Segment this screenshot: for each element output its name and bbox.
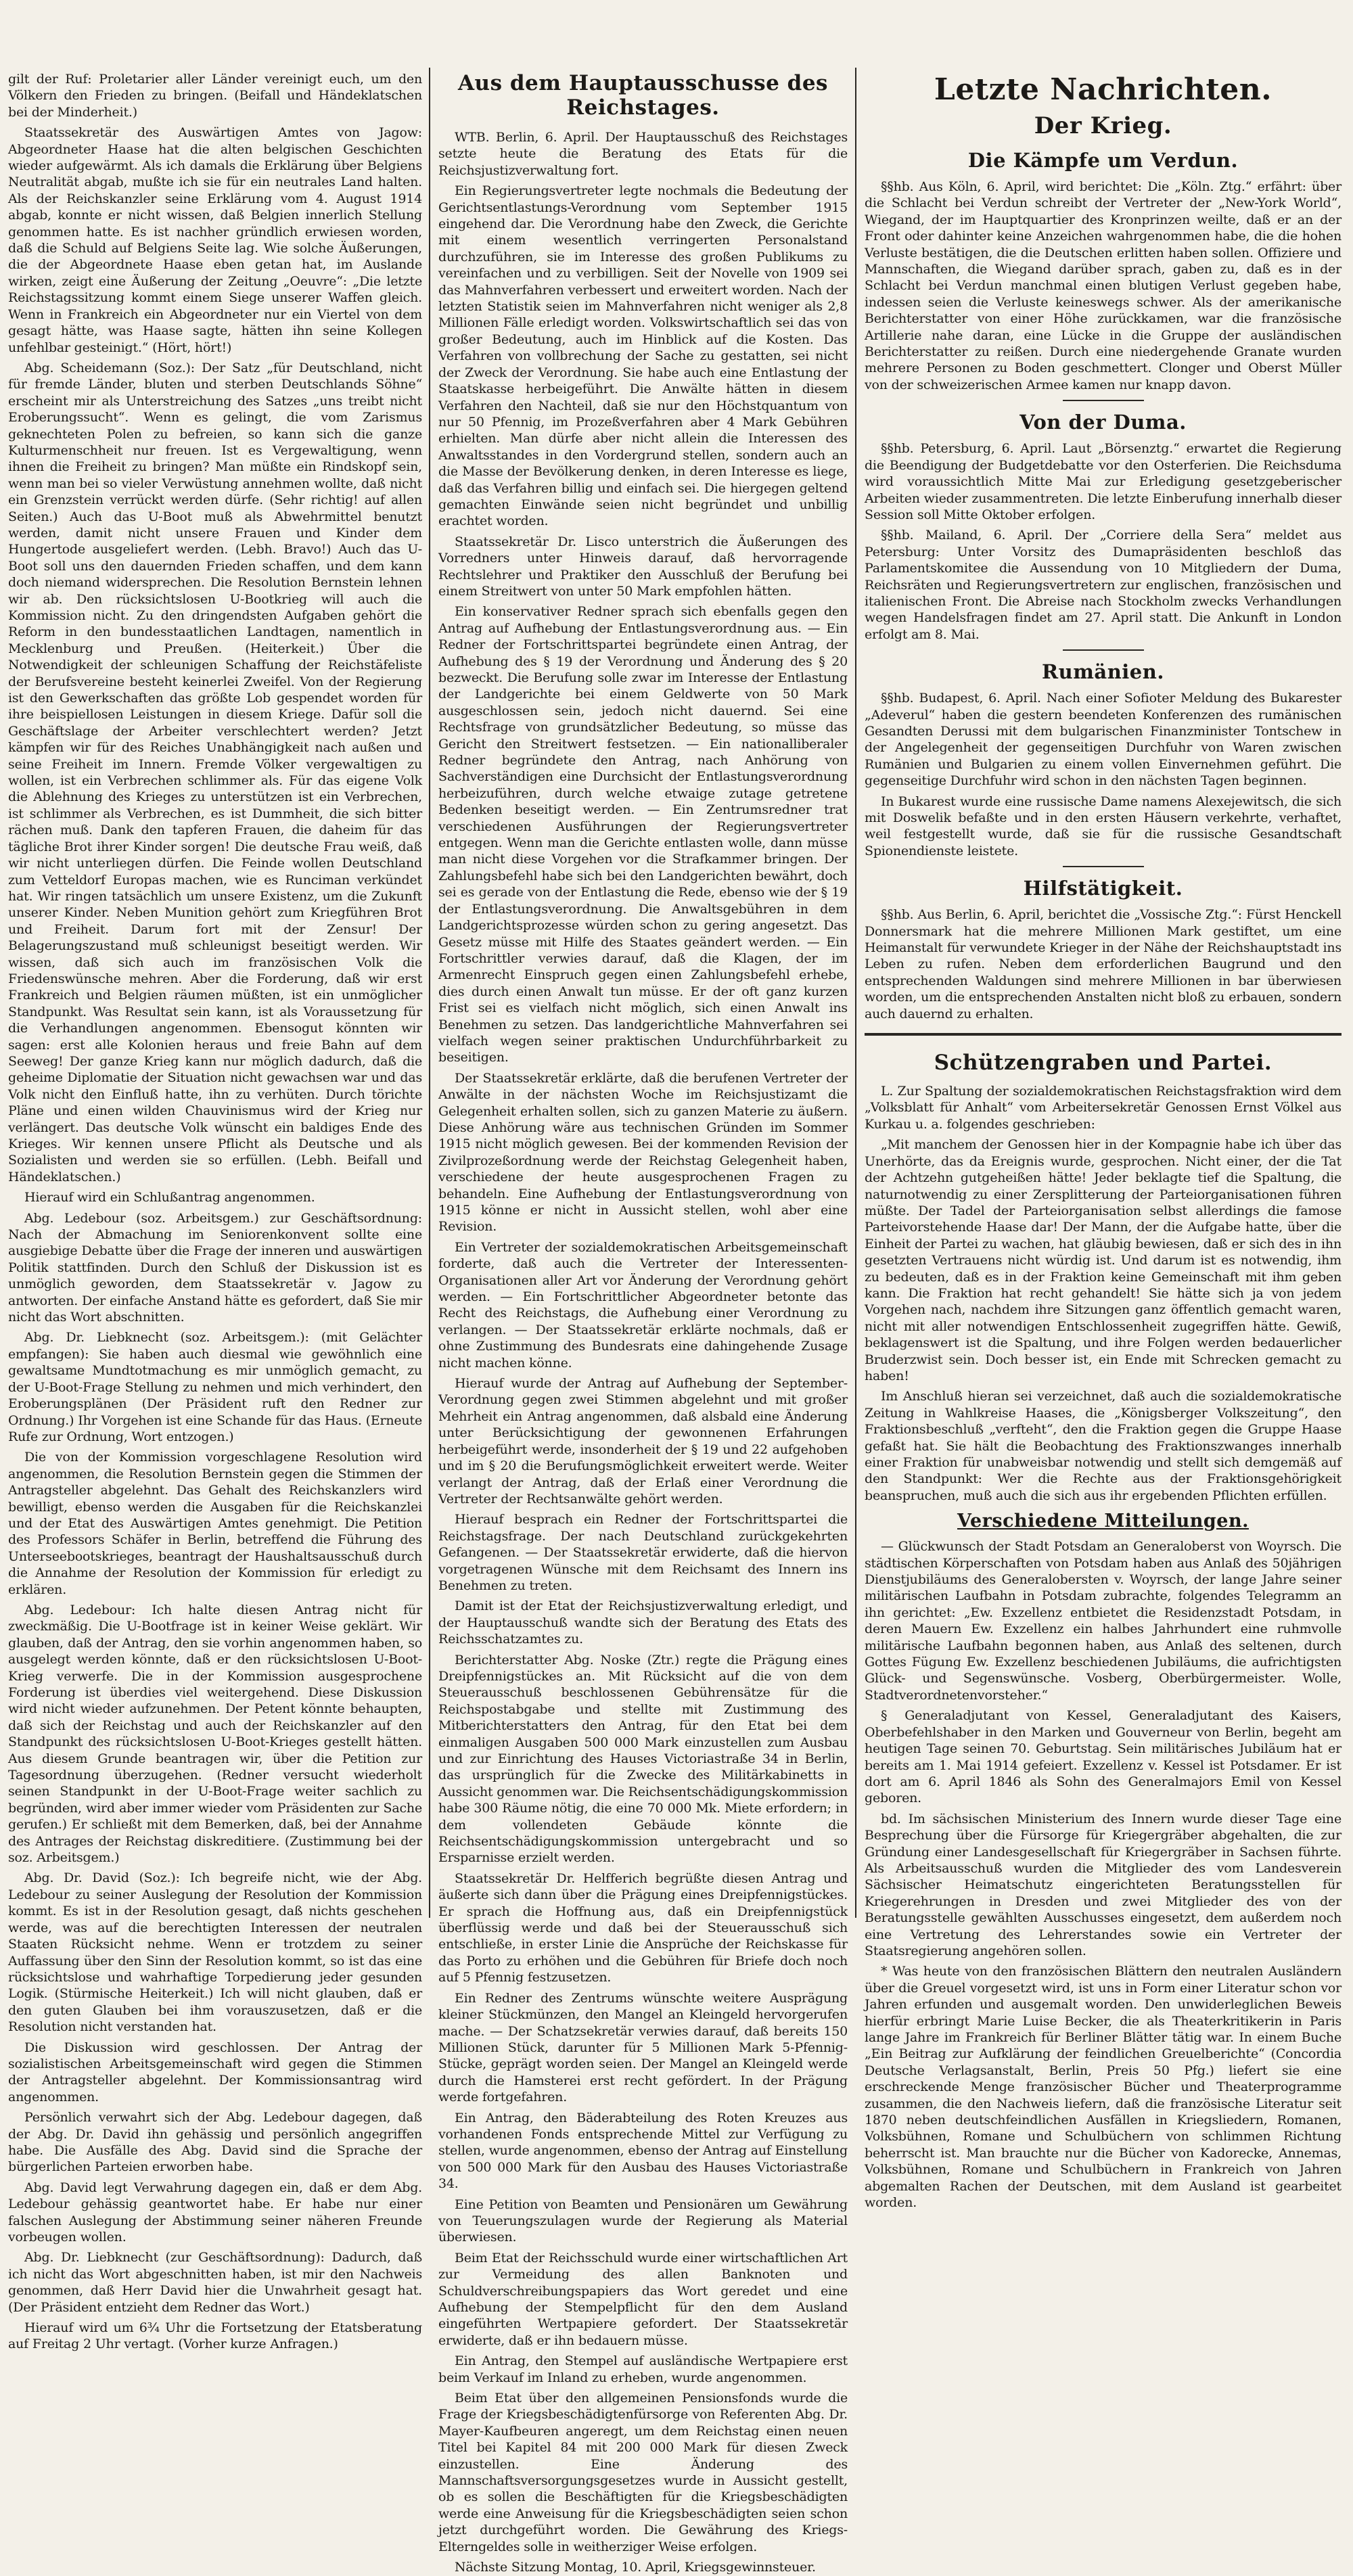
column-left xyxy=(8,71,422,2352)
article-paragraph: Staatssekretär Dr. Lisco unterstrich die Äußerungen des Vorredners unter Hinweis darauf, daß hervorragende Rechtslehrer und Praktiker den Ausschluß der Berufung bei einem Streitwert von unter 50 Mark empfohlen hätten. xyxy=(438,534,848,599)
article-paragraph: Persönlich verwahrt sich der Abg. Ledebour dagegen, daß der Abg. Dr. David ihn gehässig und persönlich angegriffen habe. Die Ausfälle des Abg. David sind die Sprache der bürgerlichen Parteien erworben habe. xyxy=(8,2110,422,2175)
column-right xyxy=(865,71,1341,2211)
column-left-body xyxy=(8,71,422,2353)
duma-body xyxy=(865,440,1341,643)
article-paragraph: Abg. Dr. Liebknecht (soz. Arbeitsgem.): (mit Gelächter empfangen): Sie haben auch diesmal wie gewöhnlich eine gewaltsame Mundtotmachung es mir unmöglich gemacht, zu der U-Boot-Frage Stellung zu nehmen und mich verhindert, den Eroberungsplänen (Der Präsident ruft den Redner zur Ordnung.) Ihr Vorgehen ist eine Schande für das Haus. (Erneute Rufe zur Ordnung, Wort entzogen.) xyxy=(8,1330,422,1444)
separator-thick xyxy=(865,1033,1341,1036)
article-paragraph: gilt der Ruf: Proletarier aller Länder vereinigt euch, um den Völkern den Frieden zu bringen. (Beifall und Händeklatschen bei der Minderheit.) xyxy=(8,72,422,120)
article-paragraph: WTB. Berlin, 6. April. Der Hauptausschuß des Reichstages setzte heute die Beratung des Etats für die Reichsjustizverwaltung fort. xyxy=(438,130,848,178)
article-paragraph: Abg. David legt Verwahrung dagegen ein, daß er dem Abg. Ledebour gehässig geantwortet habe. Er habe nur einer falschen Auslegung der Abstimmung seiner näheren Freunde vorbeugen wollen. xyxy=(8,2180,422,2245)
article-paragraph: bd. Im sächsischen Ministerium des Innern wurde dieser Tage eine Besprechung über die Fürsorge für Kriegergräber abgehalten, die zur Gründung einer Landesgesellschaft für Kriegergräber in Sachsen führte. Als Arbeitsausschuß wurden die Mitglieder des vom Landesverein Sächsischer Heimatschutz eingerichteten Beratungsstellen für Kriegerehrungen in Dresden und zwei Mitglieder des von der Beratungsstelle gewählten Ausschusses eingesetzt, dem außerdem noch eine Vertretung des Lehrerstandes sowie ein Vertreter der Staatsregierung angehören sollen. xyxy=(865,1811,1341,1958)
article-paragraph: Staatssekretär Dr. Helfferich begrüßte diesen Antrag und äußerte sich dann über die Prägung eines Dreipfennigstückes. Er sprach die Hoffnung aus, daß ein Dreipfennigstück überflüssig werde und daß bei der Steuerausschuß sich entschließe, in erster Linie die Ansprüche der Reichskasse für das Porto zu erhöhen und die Gebühren für Briefe doch noch auf 5 Pfennig festzusetzen. xyxy=(438,1870,848,1985)
article-paragraph: §§hb. Aus Köln, 6. April, wird berichtet: Die „Köln. Ztg.“ erfährt: über die Schlacht bei Verdun schreibt der Vertreter der „New-York World“, Wiegand, der im Hauptquartier des Kronprinzen weilte, daß er an der Front oder dahinter keine Anzeichen wahrgenommen habe, die die hohen Verluste bestätigen, die die Deutschen erlitten haben sollen. Offiziere und Mannschaften, die Wiegand darüber sprach, gaben zu, daß es in der Schlacht bei Verdun manchmal einen blutigen Verlust gegeben habe, indessen seien die Verluste keineswegs schwer. Als der amerikanische Berichterstatter von einer Höhe zurückkamen, war die französische Artillerie nahe daran, eine Lücke in die Gruppe der ausländischen Berichterstatter zu reißen. Durch eine niedergehende Granate wurden mehrere Personen zu Boden geschmettert. Clonger und Oberst Müller von der schweizerischen Armee kamen nur knapp davon. xyxy=(865,179,1341,392)
main-committee-heading: Aus dem Hauptausschusse des Reichstages. xyxy=(458,71,828,120)
column-rule-2 xyxy=(855,68,856,1918)
article-paragraph: Beim Etat über den allgemeinen Pensionsfonds wurde die Frage der Kriegsbeschädigtenfürsorge von Referenten Abg. Dr. Mayer-Kaufbeuren angeregt, um dem Reichstag einen neuen Titel bei Kapitel 84 mit 200 000 Mark für diesen Zweck einzustellen. Eine Änderung des Mannschaftsversorgungsgesetzes wurde in Aussicht gestellt, ob es sollen die Beschäftigten für die Kriegsbeschädigten werde eine Anweisung für die Kriegsbeschädigten seien schon jetzt durchgeführt worden. Die Gewährung des Kriegs-Elterngeldes solle in weitherziger Weise erfolgen. xyxy=(438,2391,848,2554)
article-paragraph: Hierauf besprach ein Redner der Fortschrittspartei die Reichstagsfrage. Der nach Deutschland zurückgekehrten Gefangenen. — Der Staatssekretär erwiderte, daß die hiervon vorgetragenen Wünsche mit dem Reichsamt des Innern ins Benehmen zu treten. xyxy=(438,1512,848,1593)
article-paragraph: Die Diskussion wird geschlossen. Der Antrag der sozialistischen Arbeitsgemeinschaft wird gegen die Stimmen der Antragsteller abgelehnt. Der Kommissionsantrag wird angenommen. xyxy=(8,2040,422,2104)
romania-body xyxy=(865,690,1341,859)
column-rule-1 xyxy=(429,68,430,1918)
misc-body xyxy=(865,1538,1341,2211)
article-paragraph: Eine Petition von Beamten und Pensionären um Gewährung von Teuerungszulagen wurde der Regierung als Material überwiesen. xyxy=(438,2196,848,2245)
verdun-body xyxy=(865,179,1341,393)
article-paragraph: Berichterstatter Abg. Noske (Ztr.) regte die Prägung eines Dreipfennigstückes an. Mit Rücksicht auf die von dem Steuerausschuß beschlossenen Gebührensätze für die Reichspostabgabe und stellte mit Zustimmung des Mitberichterstatters den Antrag, für den Etat bei dem einmaligen Ausgaben 500 000 Mark einzustellen zum Ausbau und zur Einrichtung des Hauses Victoriastraße 34 in Berlin, das ursprünglich für die Zwecke des Militärkabinetts in Aussicht genommen war. Die Reichsentschädigungskommission habe 300 Räume nötig, die eine 70 000 Mk. Miete erfordern; in dem vollendeten Gebäude könnte die Reichsentschädigungskommission untergebracht und so Ersparnisse erzielt werden. xyxy=(438,1652,848,1866)
article-paragraph: Beim Etat der Reichsschuld wurde einer wirtschaftlichen Art zur Vermeidung des allen Banknoten und Schuldverschreibungspapiers das Wort geredet und eine Aufhebung der Stempelpflicht für den dem Ausland eingeführten Wertpapiere gefordert. Der Staatssekretär erwiderte, daß er ihn bedauern müsse. xyxy=(438,2250,848,2348)
article-paragraph: Hierauf wird ein Schlußantrag angenommen. xyxy=(24,1190,315,1205)
article-paragraph: Ein Vertreter der sozialdemokratischen Arbeitsgemeinschaft forderte, daß auch die Vertreter der Interessenten-Organisationen aller Art vor Änderung der Verordnung gehört werden. — Ein Fortschrittlicher Abgeordneter betonte das Recht des Reichstags, die Aufhebung einer Verordnung zu verlangen. — Der Staatssekretär erklärte nochmals, daß er ohne Zustimmung des Bundesrats eine dahingehende Zusage nicht machen könne. xyxy=(438,1239,848,1371)
charity-heading: Hilfstätigkeit. xyxy=(1023,877,1183,900)
article-paragraph: — Glückwunsch der Stadt Potsdam an Generaloberst von Woyrsch. Die städtischen Körperschaften von Potsdam haben aus Anlaß des 50jährigen Dienstjubiläums des Generalobersten v. Woyrsch, der lange Jahre seiner militärischen Laufbahn in Potsdam zubrachte, folgendes Telegramm an ihn gerichtet: „Ew. Exzellenz entbietet die Residenzstadt Potsdam, in deren Mauern Ew. Exzellenz ein halbes Jahrhundert eine ruhmvolle militärische Laufbahn begonnen haben, aus Anlaß des seltenen, durch Gottes Fügung Ew. Exzellenz beschiedenen Jubiläums, die aufrichtigsten Glück- und Segenswünsche. Vosberg, Oberbürgermeister. Wolle, Stadtverordnetenvorsteher.“ xyxy=(865,1539,1341,1703)
article-paragraph: Im Anschluß hieran sei verzeichnet, daß auch die sozialdemokratische Zeitung in Wahlkreise Haases, die „Königsberger Volkszeitung“, den Fraktionsbeschluß „verfteht“, den die Fraktion gegen die Gruppe Haase gefaßt hat. Sie hält die Beobachtung des Fraktionszwanges innerhalb einer Fraktion für unabweisbar notwendig und stellt sich demgemäß auf den Standpunkt: Wer die Rechte aus der Fraktionsgehörigkeit beanspruchen, muß auch die sich aus ihr ergebenden Pflichten erfüllen. xyxy=(865,1389,1341,1503)
romania-heading: Rumänien. xyxy=(1042,660,1164,684)
article-paragraph: Abg. Dr. David (Soz.): Ich begreife nicht, wie der Abg. Ledebour zu seiner Auslegung der Resolution der Kommission kommt. Es ist in der Resolution gesagt, daß nichts geschehen werde, was auf die berechtigten Interessen der neutralen Staaten Rücksicht nehme. Wenn er trotzdem zu seiner Auffassung über den Sinn der Resolution kommt, so ist das eine rücksichtslose und wahrhaftige Torpedierung jeder gesunden Logik. (Stürmische Heiterkeit.) Ich will nicht glauben, daß er den guten Glauben bei ihm vorauszusetzen, daß er die Resolution nicht verstanden hat. xyxy=(8,1870,422,2035)
article-paragraph: Ein konservativer Redner sprach sich ebenfalls gegen den Antrag auf Aufhebung der Entlastungsverordnung aus. — Ein Redner der Fortschrittspartei begründete einen Antrag, der Aufhebung des § 19 der Verordnung und Änderung des § 20 bezweckt. Die Berufung solle zwar im Interesse der Entlastung der Landgerichte bei einem Geldwerte von 50 Mark ausgeschlossen sein, jedoch nicht dauernd. Sei eine Rechtsfrage von grundsätzlicher Bedeutung, so müsse das Gericht den Streitwert festsetzen. — Ein nationalliberaler Redner begründete den Antrag, nach Anhörung von Sachverständigen eine Durchsicht der Entlastungsverordnung herbeizuführen, durch welche etwaige zutage getretene Bedenken beseitigt werden. — Ein Zentrumsredner trat verschiedenen Ausführungen der Regierungsvertreter entgegen. Wenn man die Gerichte entlasten wolle, dann müsse man nicht diese Vorgehen vor die Strafkammer bringen. Der Zahlungsbefehl habe sich bei den Landgerichten bewährt, doch sei es gerade von der Entlastung die Rede, ebenso wie der § 19 der Entlastungsverordnung. Die Anwaltsgebühren in dem Landgerichtsprozesse würden schon zu gering angesetzt. Das Gesetz müsse mit Hilfe des Staates geändert werden. — Ein Fortschrittler verwies darauf, daß die Klagen, der im Armenrecht Einspruch gegen einen Zahlungsbefehl erhebe, dies durch einen Anwalt tun müsse. Er der oft ganz kurzen Frist sei es vielfach nicht möglich, sich einen Anwalt ins Benehmen zu setzen. Das landgerichtliche Mahnverfahren sei vielfach wegen seiner praktischen Undurchführbarkeit zu beseitigen. xyxy=(438,604,848,1065)
article-paragraph: Ein Redner des Zentrums wünschte weitere Ausprägung kleiner Stückmünzen, den Mangel an Kleingeld hervorgerufen mache. — Der Schatzsekretär verwies darauf, daß bereits 150 Millionen Stück, darunter für 5 Millionen Mark 5-Pfennig-Stücke, geprägt worden seien. Der Mangel an Kleingeld werde durch die Hamsterei erst recht gefördert. In der Prägung werde fortgefahren. xyxy=(438,1990,848,2105)
article-paragraph: Damit ist der Etat der Reichsjustizverwaltung erledigt, und der Hauptausschuß wandte sich der Beratung des Etats des Reichsschatzamtes zu. xyxy=(438,1598,848,1647)
article-paragraph: §§hb. Aus Berlin, 6. April, berichtet die „Vossische Ztg.“: Fürst Henckell Donnersmark hat die mehrere Millionen Mark gestiftet, um eine Heimanstalt für verwundete Krieger in der Nähe der Reichshauptstadt ins Leben zu rufen. Neben dem erforderlichen Baugrund und den entsprechenden Waldungen sind mehrere Millionen in bar überwiesen worden, um die entsprechenden Anstalten nicht bloß zu erbauen, sondern auch dauernd zu erhalten. xyxy=(865,907,1341,1021)
article-paragraph: Hierauf wurde der Antrag auf Aufhebung der September-Verordnung gegen zwei Stimmen abgelehnt und mit großer Mehrheit ein Antrag angenommen, daß alsbald eine Änderung unter Berücksichtigung der gewonnenen Erfahrungen herbeigeführt werde, insonderheit der § 19 und 22 aufgehoben und im § 20 die Berufungsmöglichkeit erweitert werde. Weiter verlangt der Antrag, daß der Erlaß einer Verordnung die Vertreter der Rechtsanwälte gehört werden. xyxy=(438,1376,848,1506)
article-paragraph: Die von der Kommission vorgeschlagene Resolution wird angenommen, die Resolution Bernstein gegen die Stimmen der Antragsteller abgelehnt. Das Gehalt des Reichskanzlers wird bewilligt, ebenso werden die Ausgaben für die Reichskanzlei und der Etat des Auswärtigen Amtes genehmigt. Die Petition des Professors Schäfer in Berlin, betreffend die Führung des Unterseebootskrieges, beantragt der Haushaltsausschuß durch die Annahme der Resolution der Kommission für erledigt zu erklären. xyxy=(8,1450,422,1597)
article-paragraph: In Bukarest wurde eine russische Dame namens Alexejewitsch, die sich mit Doswelik befaßte und in den ersten Häusern verkehrte, verhaftet, weil festgestellt wurde, daß sie für die russische Gesandtschaft Spionendienste leistete. xyxy=(865,794,1341,858)
article-paragraph: Hierauf wird um 6¾ Uhr die Fortsetzung der Etatsberatung auf Freitag 2 Uhr vertagt. (Vorher kurze Anfragen.) xyxy=(8,2320,422,2352)
misc-heading: Verschiedene Mitteilungen. xyxy=(957,1511,1249,1532)
article-paragraph: Ein Antrag, den Stempel auf ausländische Wertpapiere erst beim Verkauf im Inland zu erheben, wurde angenommen. xyxy=(438,2353,848,2385)
article-paragraph: Der Staatssekretär erklärte, daß die berufenen Vertreter der Anwälte in der nächsten Woche im Reichsjustizamt die Gelegenheit erhalten sollen, sich zu ganzen Materie zu äußern. Diese Anhörung wäre aus technischen Gründen im Sommer 1915 nicht möglich gewesen. Bei der kommenden Revision der Zivilprozeßordnung werde der Reichstag Gelegenheit haben, verschiedene der heute ausgesprochenen Fragen zu behandeln. Eine Aufhebung der Entlastungsverordnung von 1915 könne er nicht in Aussicht stellen, wohl aber eine Revision. xyxy=(438,1070,848,1235)
duma-heading: Von der Duma. xyxy=(1019,411,1187,434)
article-paragraph: Abg. Ledebour: Ich halte diesen Antrag nicht für zweckmäßig. Die U-Bootfrage ist in keiner Weise geklärt. Wir glauben, daß der Antrag, den sie vorhin angenommen haben, so ausgelegt werden könnte, daß er den rücksichtslosen U-Boot-Krieg verwerfe. Die in der Kommission ausgesprochene Forderung ist überdies viel weitergehend. Diese Diskussion wird nicht wieder aufzunehmen. Der Petent könnte behaupten, daß sich der Reichstag und auch der Reichskanzler auf den Standpunkt des rücksichtslosen U-Boot-Krieges gestellt hätten. Aus diesem Grunde beantragen wir, über die Petition zur Tagesordnung überzugehen. (Redner versucht wiederholt seinen Standpunkt in der U-Boot-Frage weiter sachlich zu begründen, wird aber immer wieder vom Präsidenten zur Sache gerufen.) Er schließt mit dem Bemerken, daß, bei der Annahme des Antrages der Reichstag diskreditiere. (Zustimmung bei der soz. Arbeitsgem.) xyxy=(8,1602,422,1866)
article-paragraph: Abg. Ledebour (soz. Arbeitsgem.) zur Geschäftsordnung: Nach der Abmachung im Seniorenkonvent sollte eine ausgiebige Debatte über die Frage der inneren und auswärtigen Politik stattfinden. Durch den Schluß der Diskussion ist es unmöglich geworden, dem Staatssekretär v. Jagow zu antworten. Der einfache Anstand hätte es gefordert, daß Sie mir nicht das Wort abschnitten. xyxy=(8,1210,422,1325)
article-paragraph: Abg. Scheidemann (Soz.): Der Satz „für Deutschland, nicht für fremde Länder, bluten und sterben Deutschlands Söhne“ erscheint mir als Unterstreichung des Satzes „uns treibt nicht Eroberungssucht“. Wenn es gelingt, die vom Zarismus geknechteten Polen zu befreien, so kann sich die ganze Kulturmenschheit nur freuen. Ist es Vergewaltigung, wenn ihnen die Freiheit zu bringen? Man müßte ein Rindskopf sein, wenn man bei so vieler Verwüstung annehmen wollte, daß nicht ein Grenzstein verrückt werden dürfe. (Sehr richtig! auf allen Seiten.) Auch das U-Boot muß als Abwehrmittel benutzt werden, damit nicht unsere Frauen und Kinder dem Hungertode ausgeliefert werden. (Lebh. Bravo!) Auch das U-Boot soll uns den dauernden Frieden schaffen, und dem kann doch niemand widersprechen. Die Resolution Bernstein lehnen wir ab. Den rücksichtslosen U-Bootkrieg will auch die Kommission nicht. Zu den dringendsten Aufgaben gehört die Reform in den bundesstaatlichen Landtagen, namentlich in Mecklenburg und Preußen. (Heiterkeit.) Über die Notwendigkeit der schleunigen Schaffung der Reichstäfeliste der Berufsvereine besteht keinerlei Zweifel. Von der Regierung ist den Gewerkschaften das größte Lob gespendet worden für ihre beispiellosen Leistungen in diesem Kriege. Dafür soll die Geschäftslage der Arbeiter verschlechtert werden? Jetzt kämpfen wir für des Reiches Unabhängigkeit nach außen und seine Freiheit im Innern. Fremde Völker vergewaltigen zu wollen, ist ein Verbrechen schlimmer als. Für das eigene Volk die Ablehnung des Krieges zu unterstützen ist ein Verbrechen, ist schlimmer als Verbrechen, es ist Dummheit, die sich bitter rächen muß. Dank den tapferen Frauen, die daheim für das tägliche Brot ihrer Kinder sorgen! Die deutsche Frau weiß, daß wir nicht unterliegen dürfen. Die Feinde wollen Deutschland zum Vetteldorf Europas machen, wie es Runciman verkündet hat. Wir ringen tatsächlich um unsere Existenz, um die Zukunft unserer Kinder. Neben Munition gehört zum Kriegführen Brot und Freiheit. Darum fort mit der Zensur! Der Belagerungszustand muß schleunigst beseitigt werden. Wir wissen, daß sich auch im französischen Volk die Friedenswünsche mehren. Aber die Forderung, daß wir erst Frankreich und Belgien räumen müßten, ist ein unmöglicher Standpunkt. Was Resultat sein kann, ist als Voraussetzung für die Verhandlungen angenommen. Ebensogut könnten wir sagen: erst alle Kolonien heraus und freie Bahn auf dem Seeweg! Der ganze Krieg kann nur möglich dadurch, daß die geheime Diplomatie der Situation nicht gewachsen war und das Volk nicht den Einfluß hatte, ihn zu verhüten. Durch törichte Pläne und einen wilden Chauvinismus wird der Krieg nur verlängert. Das deutsche Volk wünscht ein baldiges Ende des Krieges. Wir kennen unsere Pflicht als Deutsche und als Sozialisten und werden sie so erfüllen. (Lebh. Beifall und Händeklatschen.) xyxy=(8,360,422,1184)
column-middle xyxy=(438,71,848,2575)
article-paragraph: Staatssekretär des Auswärtigen Amtes von Jagow: Abgeordneter Haase hat die alten belgischen Geschichten wieder aufgewärmt. Als ich damals die Erklärung über Belgiens Neutralität abgab, mußte ich sie für ein neutrales Land halten. Als der Reichskanzler seine Erklärung vom 4. August 1914 abgab, konnte er nicht wissen, daß Belgien innerlich Stellung genommen hatte. Es ist nachher gründlich erwiesen worden, daß die Schuld auf Belgiens Seite lag. Wie solche Äußerungen, die der Abgeordnete Haase eben getan hat, im Auslande wirken, zeigt eine Äußerung der Zeitung „Oeuvre“: „Die letzte Reichstagssitzung kommt einem Siege unserer Waffen gleich. Wenn in Frankreich ein Abgeordneter nur ein Viertel von dem gesagt hätte, was Haase sagte, hätten ihn seine Kollegen unfehlbar gesteinigt.“ (Hört, hört!) xyxy=(8,125,422,355)
article-paragraph: Abg. Dr. Liebknecht (zur Geschäftsordnung): Dadurch, daß ich nicht das Wort abgeschnitten haben, ist mir den Nachweis genommen, daß Herr David hier die Unwahrheit gesagt hat. (Der Präsident entzieht dem Redner das Wort.) xyxy=(8,2250,422,2315)
article-paragraph: „Mit manchem der Genossen hier in der Kompagnie habe ich über das Unerhörte, das da Ereignis wurde, gesprochen. Nicht einer, der die Tat der Achtzehn gutgeheißen hätte! Jeder beklagte tief die Spaltung, die naturnotwendig zu einer Zersplitterung der Parteiorganisationen führen müßte. Der Tadel der Parteiorganisation selbst allerdings die famose Parteivorstehende Haase dar! Der Mann, der die Aufgabe hatte, über die Einheit der Partei zu wachen, hat gläubig bewiesen, daß er sich des in ihn gesetzten Vertrauens nicht würdig ist. Und darum ist es notwendig, ihm zu bedeuten, daß es in der Fraktion keine Gemeinschaft mit ihm geben kann. Die Fraktion hat recht gehandelt! Sie hätte sich ja von jedem Vorgehen nach, nachdem ihre Sitzungen ganz öffentlich gemacht waren, nicht mit aller notwendigen Entschlossenheit zugegriffen hätte. Gewiß, beklagenswert ist die Spaltung, und ihre Folgen werden bedauerlicher Bruderzwist sein. Doch besser ist, ein Ende mit Schrecken gemacht zu haben! xyxy=(865,1137,1341,1383)
article-paragraph: § Generaladjutant von Kessel, Generaladjutant des Kaisers, Oberbefehlshaber in den Marken und Gouverneur von Berlin, begeht am heutigen Tage seinen 70. Geburtstag. Sein militärisches Jubiläum hat er bereits am 1. Mai 1914 gefeiert. Exzellenz v. Kessel ist Potsdamer. Er ist dort am 6. April 1846 als Sohn des Generalmajors Emil von Kessel geboren. xyxy=(865,1708,1341,1806)
separator xyxy=(1063,649,1144,651)
trench-heading: Schützengraben und Partei. xyxy=(934,1051,1272,1076)
war-heading: Der Krieg. xyxy=(1034,112,1172,139)
article-paragraph: Ein Antrag, den Bäderabteilung des Roten Kreuzes aus vorhandenen Fonds entsprechende Mittel zur Verfügung zu stellen, wurde angenommen, ebenso der Antrag auf Einstellung von 500 000 Mark für den Ausbau des Hauses Victoriastraße 34. xyxy=(438,2110,848,2192)
verdun-heading: Die Kämpfe um Verdun. xyxy=(967,149,1239,172)
separator xyxy=(1063,400,1144,401)
article-paragraph: §§hb. Petersburg, 6. April. Laut „Börsenztg.“ erwartet die Regierung die Beendigung der Budgetdebatte vor den Osterferien. Die Reichsduma wird voraussichtlich Mitte Mai zur Erledigung gesetzgeberischer Arbeiten wieder zusammentreten. Die letzte Einberufung innerhalb dieser Session soll Mitte Oktober erfolgen. xyxy=(865,441,1341,522)
separator xyxy=(1063,866,1144,867)
article-paragraph: §§hb. Mailand, 6. April. Der „Corriere della Sera“ meldet aus Petersburg: Unter Vorsitz des Dumapräsidenten beschloß das Parlamentskomitee die Aussendung von 10 Mitgliedern der Duma, Reichsräten und Regierungsvertretern zur englischen, französischen und italienischen Front. Die Abreise nach Stockholm zwecks Verhandlungen wegen Handelsfragen findet am 27. April statt. Die Ankunft in London erfolgt am 8. Mai. xyxy=(865,528,1341,642)
article-paragraph: §§hb. Budapest, 6. April. Nach einer Sofioter Meldung des Bukarester „Adeverul“ haben die gestern beendeten Konferenzen des rumänischen Gesandten Derussi mit dem bulgarischen Finanzminister Tontschew in der Angelegenheit der gegenseitigen Durchfuhr von Waren zwischen Rumänien und Bulgarien zu einem vollen Einvernehmen geführt. Die gegenseitige Durchfuhr wird schon in den nächsten Tagen beginnen. xyxy=(865,691,1341,789)
article-paragraph: Ein Regierungsvertreter legte nochmals die Bedeutung der Gerichtsentlastungs-Verordnung vom September 1915 eingehend dar. Die Verordnung habe den Zweck, die Gerichte mit einem wesentlich verringerten Personalstand durchzuführen, sie im Interesse des großen Publikums zu vereinfachen und zu verbilligen. Seit der Novelle von 1909 sei das Mahnverfahren verbessert und erweitert worden. Nach der letzten Statistik seien im Mahnverfahren nicht weniger als 2,8 Millionen Fälle erledigt worden. Volkswirtschaftlich sei das von großer Bedeutung, auch im Hinblick auf die Kosten. Das Verfahren von vollbrechung der Sache zu gestatten, sei nicht der Zweck der Verordnung. Sie habe auch eine Entlastung der Staatskasse herbeigeführt. Die Anwälte hätten in diesem Verfahren den Nachteil, daß sie nur den Höchstquantum von nur 50 Pfennig, im Prozeßverfahren aber 4 Mark Gebühren erhielten. Man dürfe aber nicht allein die Interessen des Anwaltsstandes in den Vordergrund stellen, sondern auch an die Masse der Bevölkerung denken, in deren Interesse es liege, daß das Verfahren billig und einfach sei. Die hiergegen geltend gemachten Einwände seien nicht begründet und unbillig erachtet worden. xyxy=(438,183,848,529)
column-middle-body xyxy=(438,129,848,2576)
latest-news-heading: Letzte Nachrichten. xyxy=(934,72,1272,107)
article-paragraph: L. Zur Spaltung der sozialdemokratischen Reichstagsfraktion wird dem „Volksblatt für Anhalt“ vom Arbeitersekretär Genossen Ernst Völkel aus Kurkau u. a. folgendes geschrieben: xyxy=(865,1084,1341,1132)
article-paragraph: * Was heute von den französischen Blättern den neutralen Ausländern über die Greuel vorgesetzt wird, ist uns in Form einer Literatur schon vor Jahren erfunden und ausgemalt worden. Den unwiderleglichen Beweis hierfür erbringt Marie Luise Becker, die als Theaterkritikerin in Paris lange Jahre im Frankreich für Berliner Blätter tätig war. In einem Buche „Ein Beitrag zur Aufklärung der feindlichen Greuelberichte“ (Concordia Deutsche Verlagsanstalt, Berlin, Preis 50 Pfg.) liefert sie eine erschreckende Menge französischer Bücher und Theaterprogramme zusammen, die den Nachweis liefern, daß die französische Literatur seit 1870 neben deutschfeindlichen Ausfällen in Kriegsliedern, Romanen, Volksbühnen, Romane und Schulbüchern von schlimmen Richtung beherrscht ist. Man brauchte nur die Bücher von Kadorecke, Annemas, Volksbühnen, Romane und Schulbüchern in Frankreich von Jahren abgemalten Rachen der Deutschen, mit dem Ausland ist gearbeitet worden. xyxy=(865,1964,1341,2211)
article-paragraph: Nächste Sitzung Montag, 10. April, Kriegsgewinnsteuer. xyxy=(455,2560,816,2575)
charity-body xyxy=(865,906,1341,1022)
trench-body xyxy=(865,1083,1341,1504)
